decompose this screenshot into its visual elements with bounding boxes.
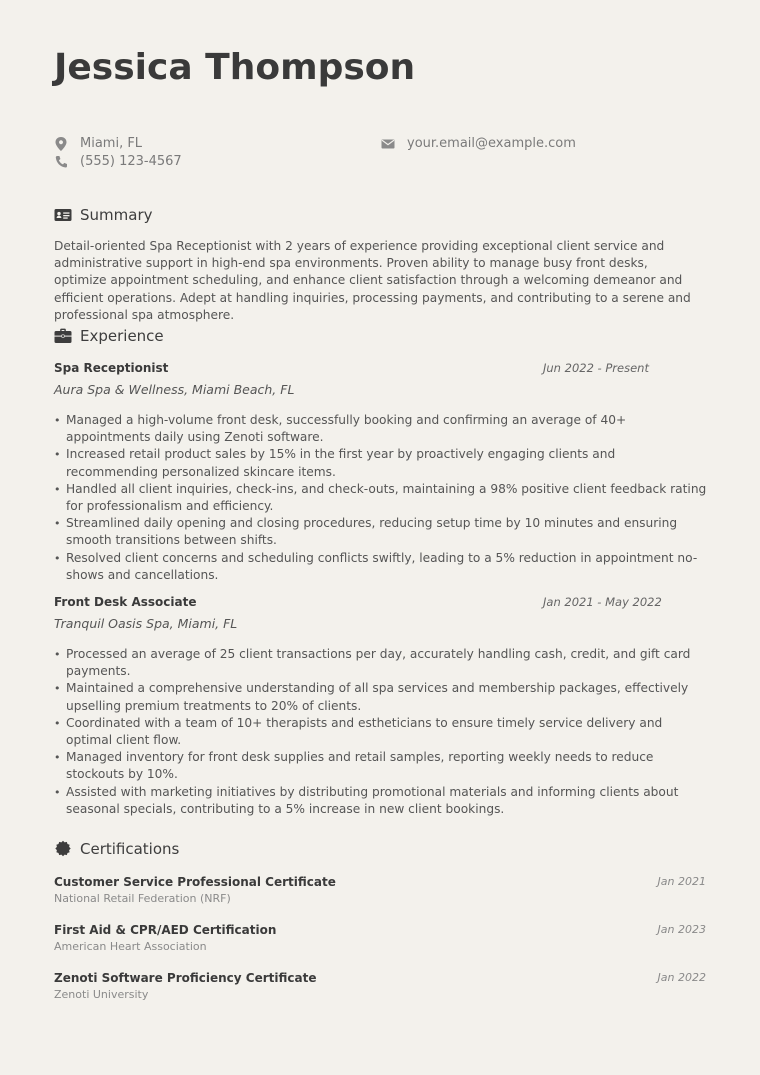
list-item: • Coordinated with a team of 10+ therapists and estheticians to ensure timely service delivery and optimal client flow. <box>54 715 710 749</box>
phone-text: (555) 123-4567 <box>80 154 182 169</box>
job-bullet-list <box>54 646 710 818</box>
cert-date: Jan 2022 <box>657 971 706 984</box>
list-item: • Streamlined daily opening and closing procedures, reducing setup time by 10 minutes and ensuring smooth transitions between shifts. <box>54 515 710 549</box>
experience-title: Experience <box>80 327 164 345</box>
cert-date: Jan 2021 <box>657 875 706 888</box>
cert-name: First Aid & CPR/AED Certification <box>54 923 277 937</box>
envelope-icon <box>381 136 395 152</box>
candidate-name: Jessica Thompson <box>54 47 416 88</box>
cert-name: Customer Service Professional Certificate <box>54 875 336 889</box>
cert-issuer: Zenoti University <box>54 988 149 1001</box>
job-dates: Jan 2021 - May 2022 <box>543 595 662 609</box>
phone-icon <box>54 154 68 170</box>
email-text[interactable]: your.email@example.com <box>407 136 576 151</box>
list-item: • Handled all client inquiries, check-ins, and check-outs, maintaining a 98% positive client feedback rating for professionalism and efficiency. <box>54 481 710 515</box>
list-item: • Assisted with marketing initiatives by distributing promotional materials and informing clients about seasonal specials, contributing to a 5% increase in new client bookings. <box>54 784 710 818</box>
job-bullet-list <box>54 412 710 584</box>
job-organization: Tranquil Oasis Spa, Miami, FL <box>54 616 238 631</box>
list-item: • Resolved client concerns and scheduling conflicts swiftly, leading to a 5% reduction in appointment no-shows and cancellations. <box>54 550 710 584</box>
map-pin-icon <box>54 136 68 152</box>
location-text: Miami, FL <box>80 136 143 151</box>
summary-title: Summary <box>80 206 153 224</box>
cert-name: Zenoti Software Proficiency Certificate <box>54 971 317 985</box>
list-item: • Managed a high-volume front desk, successfully booking and confirming an average of 40+ appointments daily using Zenoti software. <box>54 412 710 446</box>
list-item: • Maintained a comprehensive understanding of all spa services and membership packages, effectively upselling premium treatments to 20% of clients. <box>54 680 710 714</box>
summary-text: Detail-oriented Spa Receptionist with 2 years of experience providing exceptional client service and administrative support in high-end spa environments. Proven ability to manage busy front desks, optimize appointment scheduling, and enhance client satisfaction through a welcoming demeanor and efficient operations. Adept at handling inquiries, processing payments, and contributing to a serene and professional spa atmosphere. <box>54 239 691 322</box>
job-dates: Jun 2022 - Present <box>543 361 649 375</box>
job-role: Front Desk Associate <box>54 595 197 609</box>
briefcase-icon <box>54 327 72 345</box>
cert-date: Jan 2023 <box>657 923 706 936</box>
badge-icon <box>54 840 72 858</box>
list-item: • Processed an average of 25 client transactions per day, accurately handling cash, credit, and gift card payments. <box>54 646 710 680</box>
job-role: Spa Receptionist <box>54 361 169 375</box>
job-organization: Aura Spa & Wellness, Miami Beach, FL <box>54 382 295 397</box>
certifications-title: Certifications <box>80 840 180 858</box>
cert-issuer: American Heart Association <box>54 940 207 953</box>
list-item: • Managed inventory for front desk supplies and retail samples, reporting weekly needs to reduce stockouts by 10%. <box>54 749 710 783</box>
list-item: • Increased retail product sales by 15% in the first year by proactively engaging clients and recommending personalized skincare items. <box>54 446 710 480</box>
cert-issuer: National Retail Federation (NRF) <box>54 892 231 905</box>
id-card-icon <box>54 206 72 224</box>
